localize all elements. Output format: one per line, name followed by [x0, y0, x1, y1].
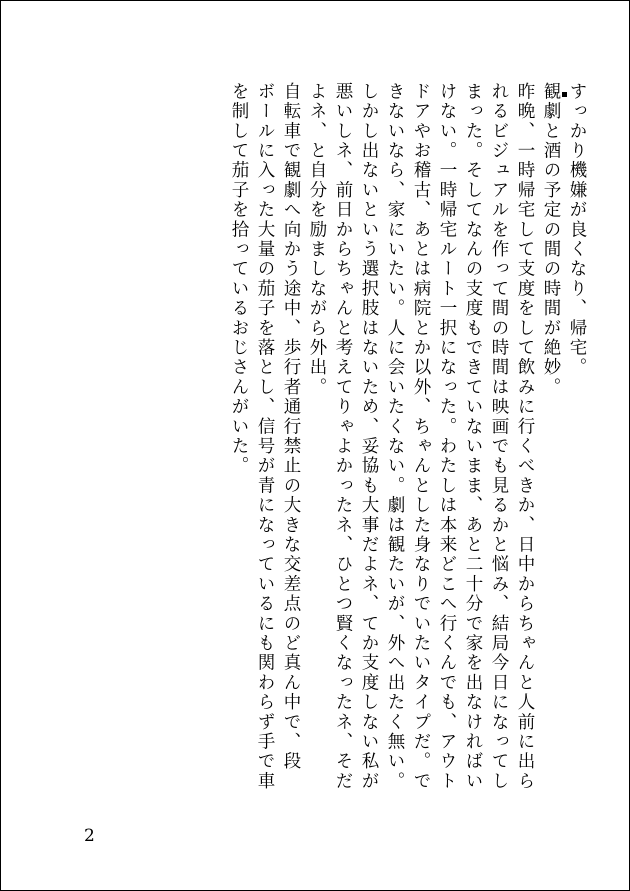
- text-line: 悪いしネ、前日からちゃんと考えてりゃよかったネ、ひとつ賢くなったネ、そだ: [333, 82, 353, 792]
- text-line: よネ、と自分を励ましながら外出。: [307, 82, 327, 398]
- text-line: 昨晩、一時帰宅して支度をして飲みに行くべきか、日中からちゃんと人前に出ら: [515, 82, 535, 792]
- body-text: [226, 82, 590, 802]
- text-line: きないなら、家にいたい。人に会いたくない。劇は観たいが、外へ出たく無い。: [385, 82, 405, 792]
- page-number: 2: [84, 826, 95, 846]
- text-line: れるビジュアルを作って間の時間は映画でも見るかと悩み、結局今日になってし: [489, 82, 509, 792]
- text-line: 観劇と酒の予定の間の時間が絶妙。: [541, 82, 561, 398]
- text-line: しかし出ないという選択肢はないため、妥協も大事だよネ、てか支度しない私が: [359, 82, 379, 792]
- section-marker: [562, 92, 567, 97]
- text-line: ボールに入った大量の茄子を落とし、信号が青になっているにも関わらず手で車: [255, 82, 275, 792]
- text-line: を制して茄子を拾っているおじさんがいた。: [229, 82, 249, 476]
- text-line: 自転車で観劇へ向かう途中、歩行者通行禁止の大きな交差点のど真ん中で、段: [281, 82, 301, 772]
- text-line: けない。一時帰宅ルート一択になった。わたしは本来どこへ行くんでも、アウト: [437, 82, 457, 792]
- text-line: ドアやお稽古、あとは病院とか以外、ちゃんとした身なりでいたいタイプだ。で: [411, 82, 431, 792]
- text-line: すっかり機嫌が良くなり、帰宅。: [567, 82, 587, 378]
- text-line: まった。そしてなんの支度もできていないまま、あと二十分で家を出なければい: [463, 82, 483, 792]
